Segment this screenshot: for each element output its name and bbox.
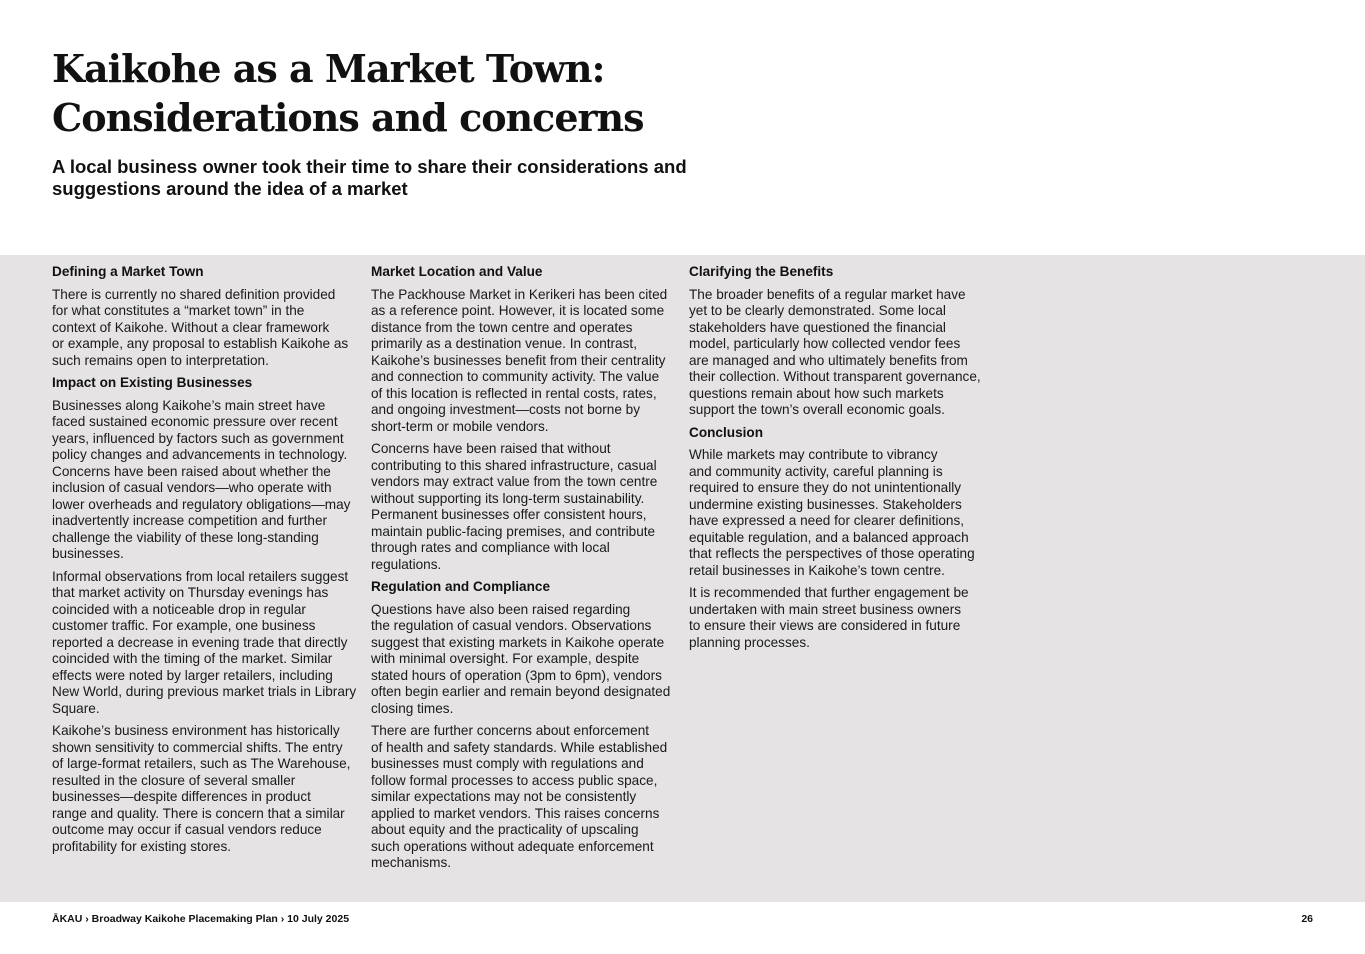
paragraph-line: yet to be clearly demonstrated. Some local	[689, 303, 946, 318]
paragraph-line: support the town’s overall economic goals.	[689, 402, 945, 417]
section-heading: Defining a Market Town	[52, 264, 204, 279]
paragraph-line: applied to market vendors. This raises concerns	[371, 805, 660, 821]
page-number: 26	[1301, 913, 1313, 925]
paragraph-line: inadvertently increase competition and further	[52, 513, 328, 528]
body-paragraph	[52, 287, 368, 370]
paragraph-line: undermine existing businesses. Stakeholders	[689, 496, 962, 512]
body-paragraph	[371, 723, 687, 872]
body-paragraph	[371, 602, 687, 718]
paragraph-line: faced sustained economic pressure over recent	[52, 414, 338, 429]
paragraph-line: There is currently no shared definition provided	[52, 286, 336, 302]
paragraph-line: required to ensure they do not unintentionally	[689, 480, 962, 495]
paragraph-line: Concerns have been raised that without	[371, 441, 611, 456]
paragraph-line: distance from the town centre and operates	[371, 319, 633, 335]
paragraph-line: undertaken with main street business owners	[689, 601, 962, 617]
page-subtitle	[52, 156, 752, 200]
text-column-1	[52, 264, 368, 861]
paragraph-line: such operations without adequate enforcement	[371, 838, 654, 854]
paragraph-line: businesses.	[52, 546, 124, 561]
paragraph-line: suggest that existing markets in Kaikohe operate	[371, 634, 665, 650]
paragraph-line: questions remain about how such markets	[689, 385, 944, 401]
paragraph-line: range and quality. There is concern that a similar	[52, 805, 345, 821]
paragraph-line: lower overheads and regulatory obligations—may	[52, 496, 351, 512]
paragraph-line: The Packhouse Market in Kerikeri has been cited	[371, 286, 668, 302]
paragraph-line: effects were noted by larger retailers, including	[52, 667, 333, 683]
page-header	[52, 44, 752, 200]
paragraph-line: coincided with a noticeable drop in regular	[52, 601, 306, 617]
paragraph-line: that reflects the perspectives of those operating	[689, 546, 975, 561]
paragraph-line: contributing to this shared infrastructure, casual	[371, 457, 657, 473]
paragraph-line: often begin earlier and remain beyond designated	[371, 684, 671, 699]
paragraph-line: such remains open to interpretation.	[52, 352, 269, 368]
paragraph-line: challenge the viability of these long-standing	[52, 529, 319, 545]
paragraph-line: While markets may contribute to vibrancy	[689, 447, 938, 462]
paragraph-line: It is recommended that further engagement be	[689, 585, 969, 600]
paragraph-line: stakeholders have questioned the financial	[689, 319, 946, 335]
body-paragraph	[689, 585, 1005, 651]
paragraph-line: Kaikohe’s businesses benefit from their centrality	[371, 352, 666, 368]
section-heading: Impact on Existing Businesses	[52, 375, 253, 390]
paragraph-line: There are further concerns about enforcement	[371, 723, 650, 738]
paragraph-line: and community activity, careful planning is	[689, 463, 943, 479]
paragraph-line: of large-format retailers, such as The Warehouse,	[52, 756, 351, 771]
paragraph-line: Concerns have been raised about whether the	[52, 463, 331, 479]
body-paragraph	[371, 441, 687, 573]
paragraph-line: their collection. Without transparent governance,	[689, 369, 981, 384]
section-heading: Clarifying the Benefits	[689, 264, 834, 279]
paragraph-line: or example, any proposal to establish Kaikohe as	[52, 336, 349, 351]
paragraph-line: Square.	[52, 700, 100, 716]
paragraph-line: planning processes.	[689, 634, 810, 650]
paragraph-line: coincided with the timing of the market. Similar	[52, 651, 333, 666]
title-line: Kaikohe as a Market Town:	[52, 46, 605, 91]
paragraph-line: regulations.	[371, 556, 442, 572]
paragraph-line: equitable regulation, and a balanced approach	[689, 529, 969, 545]
paragraph-line: maintain public-facing premises, and contribute	[371, 523, 656, 539]
paragraph-line: profitability for existing stores.	[52, 838, 232, 854]
paragraph-line: through rates and compliance with local	[371, 540, 610, 555]
paragraph-line: reported a decrease in evening trade that directly	[52, 634, 348, 650]
paragraph-line: similar expectations may not be consistently	[371, 789, 637, 804]
paragraph-line: and ongoing investment—costs not borne by	[371, 402, 641, 417]
paragraph-line: context of Kaikohe. Without a clear framework	[52, 319, 330, 335]
paragraph-line: stated hours of operation (3pm to 6pm), vendors	[371, 667, 662, 683]
body-paragraph	[52, 569, 368, 718]
paragraph-line: Informal observations from local retailers suggest	[52, 568, 349, 584]
paragraph-line: short-term or mobile vendors.	[371, 418, 549, 434]
paragraph-line: policy changes and advancements in technology.	[52, 447, 348, 462]
paragraph-line: are managed and who ultimately benefits from	[689, 352, 968, 368]
paragraph-line: businesses—despite differences in product	[52, 789, 311, 804]
paragraph-line: without supporting its long-term sustainability.	[371, 490, 645, 506]
paragraph-line: businesses must comply with regulations and	[371, 756, 644, 771]
paragraph-line: as a reference point. However, it is located some	[371, 303, 665, 318]
section-heading: Conclusion	[689, 424, 764, 440]
body-paragraph	[52, 398, 368, 563]
paragraph-line: Businesses along Kaikohe’s main street have	[52, 397, 326, 413]
paragraph-line: resulted in the closure of several smaller	[52, 772, 296, 788]
section-heading: Regulation and Compliance	[371, 579, 551, 594]
paragraph-line: and connection to community activity. The value	[371, 369, 660, 384]
paragraph-line: have expressed a need for clearer definitions,	[689, 513, 965, 528]
subtitle-line: suggestions around the idea of a market	[52, 178, 408, 199]
paragraph-line: the regulation of casual vendors. Observations	[371, 618, 652, 633]
paragraph-line: Permanent businesses offer consistent hours,	[371, 507, 647, 522]
paragraph-line: with minimal oversight. For example, despite	[371, 651, 640, 666]
text-column-3	[689, 264, 1005, 657]
paragraph-line: for what constitutes a “market town” in the	[52, 303, 305, 318]
paragraph-line: inclusion of casual vendors—who operate with	[52, 480, 332, 495]
body-paragraph	[689, 287, 1005, 419]
paragraph-line: follow formal processes to access public space,	[371, 772, 658, 788]
paragraph-line: years, influenced by factors such as government	[52, 430, 344, 446]
body-paragraph	[371, 287, 687, 436]
paragraph-line: to ensure their views are considered in future	[689, 618, 961, 633]
paragraph-line: of this location is reflected in rental costs, rates,	[371, 385, 657, 401]
paragraph-line: Questions have also been raised regarding	[371, 601, 631, 617]
footer-breadcrumb: ĀKAU › Broadway Kaikohe Placemaking Plan › 10 July 2025	[52, 913, 350, 925]
paragraph-line: primarily as a destination venue. In contrast,	[371, 336, 637, 351]
paragraph-line: model, particularly how collected vendor fees	[689, 336, 961, 351]
paragraph-line: that market activity on Thursday evenings has	[52, 585, 329, 600]
subtitle-line: A local business owner took their time to share their considerations and	[52, 156, 687, 177]
paragraph-line: customer traffic. For example, one business	[52, 618, 316, 633]
section-heading: Market Location and Value	[371, 264, 543, 279]
paragraph-line: of health and safety standards. While established	[371, 739, 668, 755]
paragraph-line: Kaikohe’s business environment has historically	[52, 723, 340, 738]
paragraph-line: The broader benefits of a regular market have	[689, 286, 966, 302]
paragraph-line: shown sensitivity to commercial shifts. The entry	[52, 739, 343, 755]
body-paragraph	[689, 447, 1005, 579]
paragraph-line: outcome may occur if casual vendors reduce	[52, 822, 322, 837]
paragraph-line: mechanisms.	[371, 855, 452, 870]
body-paragraph	[52, 723, 368, 855]
paragraph-line: vendors may extract value from the town centre	[371, 474, 658, 489]
paragraph-line: about equity and the practicality of upscaling	[371, 822, 639, 837]
title-line: Considerations and concerns	[52, 95, 644, 140]
paragraph-line: New World, during previous market trials in Library	[52, 684, 357, 699]
page-title	[52, 44, 752, 142]
text-column-2	[371, 264, 687, 878]
paragraph-line: retail businesses in Kaikohe’s town centre.	[689, 562, 945, 578]
paragraph-line: closing times.	[371, 700, 454, 716]
